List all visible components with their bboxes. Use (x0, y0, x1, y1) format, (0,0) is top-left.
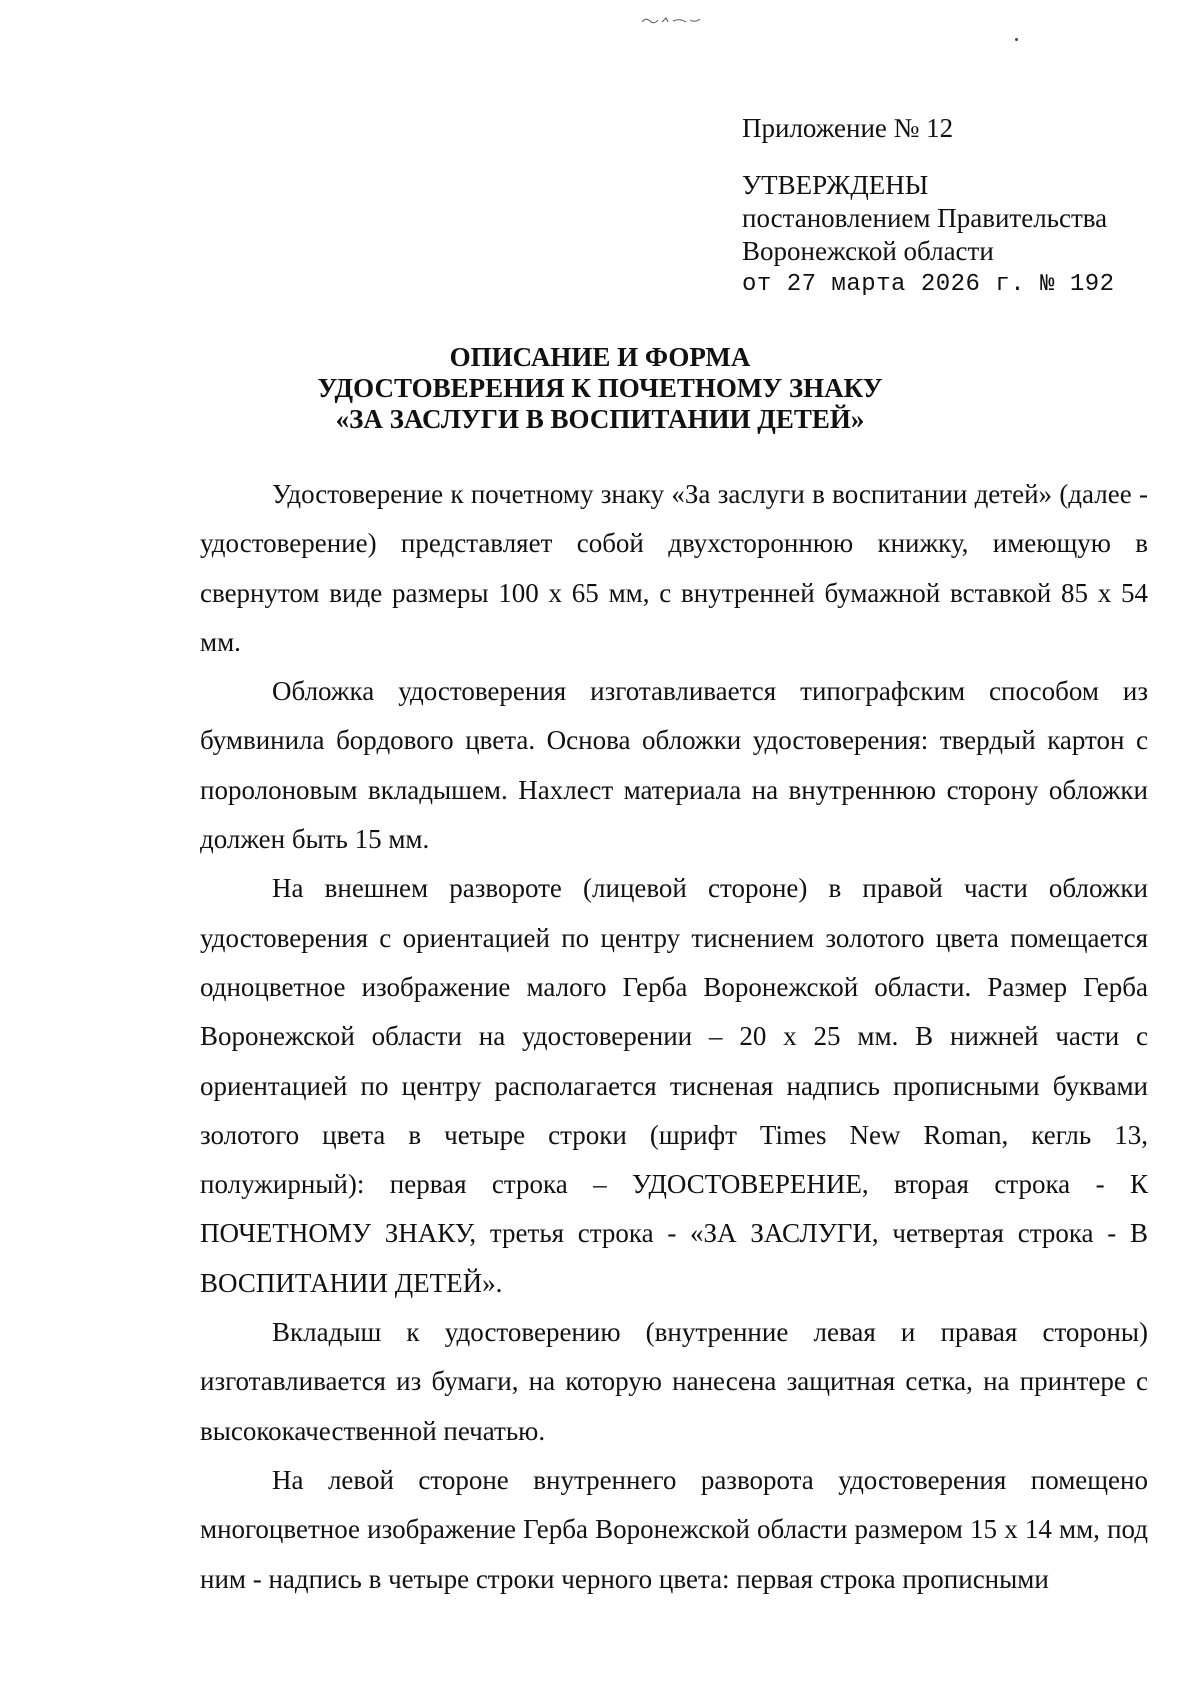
paragraph: Вкладыш к удостоверению (внутренние левая и правая стороны) изготавливается из бумаги, на которую нанесена защитная сетка, на принтере с высококачественной печатью. (200, 1317, 1148, 1446)
approval-date-number: от 27 марта 2026 г. № 192 (742, 271, 1115, 298)
paragraph: На внешнем развороте (лицевой стороне) в правой части обложки удостоверения с ориентацией по центру тиснением золотого цвета помещается одноцветное изображение малого Герба Воронежской области. Размер Герба Воронежской области на удостоверении – 20 х 25 мм. В нижней части с ориентацией по центру располагается тисненая надпись прописными буквами золотого цвета в четыре строки (шрифт Times New Roman, кегль 13, полужирный): первая строка – УДОСТОВЕРЕНИЕ, вторая строка - К ПОЧЕТНОМУ ЗНАКУ, третья строка - «ЗА ЗАСЛУГИ, четвертая строка - В ВОСПИТАНИИ ДЕТЕЙ». (200, 873, 1148, 1298)
approval-block (742, 112, 1115, 301)
title-line-1: ОПИСАНИЕ И ФОРМА (449, 342, 751, 372)
scan-mark (640, 16, 704, 24)
paragraph: Обложка удостоверения изготавливается типографским способом из бумвинила бордового цвета. Основа обложки удостоверения: твердый картон с поролоновым вкладышем. Нахлест материала на внутреннюю сторону обложки должен быть 15 мм. (200, 676, 1148, 855)
approved-region: Воронежской области (742, 236, 994, 266)
title-line-2: УДОСТОВЕРЕНИЯ К ПОЧЕТНОМУ ЗНАКУ (317, 373, 883, 403)
approved-label: УТВЕРЖДЕНЫ (742, 170, 929, 200)
document-body (200, 470, 1148, 1604)
paragraph: Удостоверение к почетному знаку «За заслуги в воспитании детей» (далее - удостоверение) представляет собой двухстороннюю книжку, имеющую в свернутом виде размеры 100 х 65 мм, с внутренней бумажной вставкой 85 х 54 мм. (200, 479, 1148, 657)
scan-dot (1015, 38, 1018, 41)
appendix-number: Приложение № 12 (742, 113, 954, 143)
document-title (0, 342, 1200, 435)
approved-by: постановлением Правительства (742, 203, 1108, 233)
title-line-3: «ЗА ЗАСЛУГИ В ВОСПИТАНИИ ДЕТЕЙ» (335, 404, 865, 434)
paragraph: На левой стороне внутреннего разворота удостоверения помещено многоцветное изображение Герба Воронежской области размером 15 х 14 мм, под ним - надпись в четыре строки черного цвета: первая строка прописными (200, 1464, 1148, 1594)
